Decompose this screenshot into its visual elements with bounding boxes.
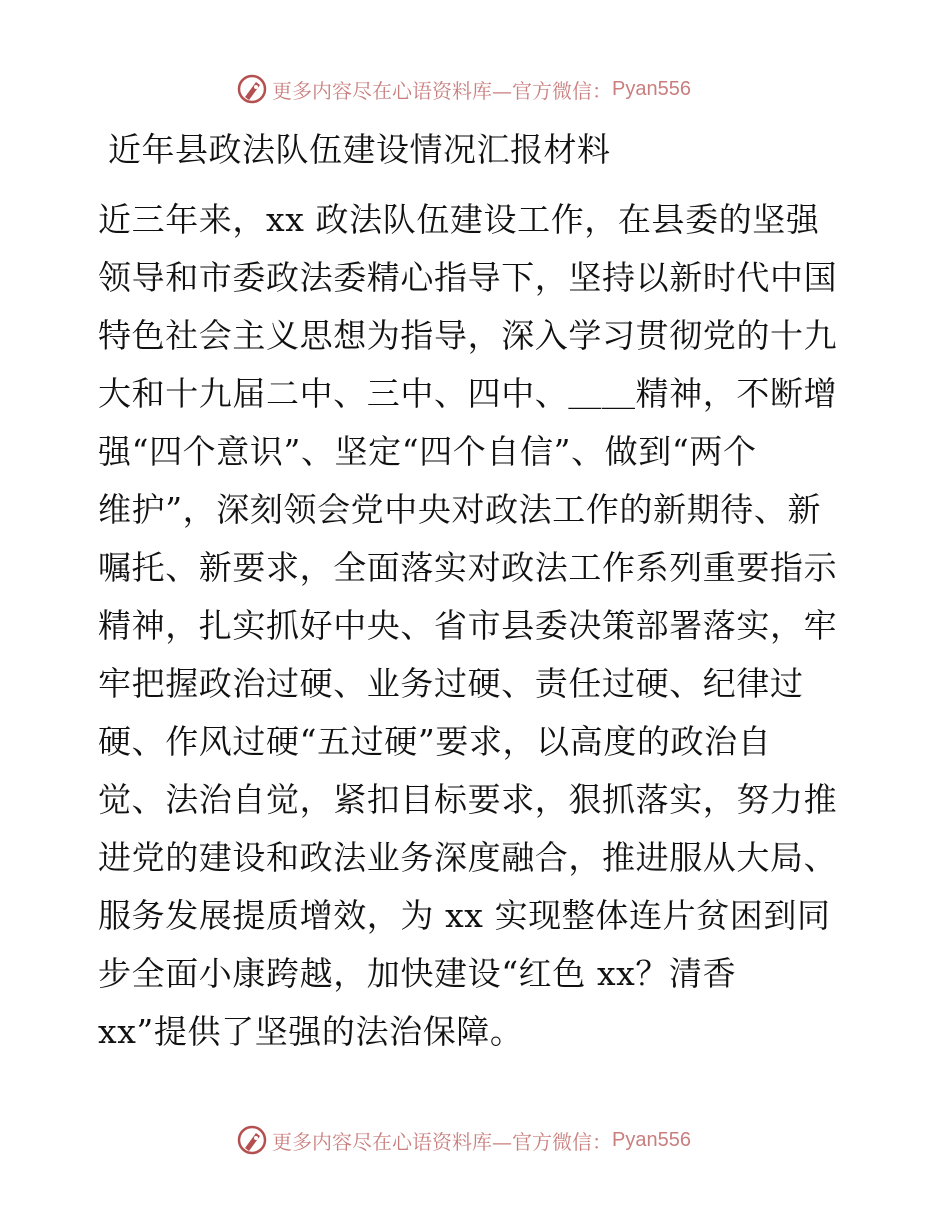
watermark-text: 更多内容尽在心语资料库—官方微信： bbox=[272, 78, 612, 103]
watermark-text: 更多内容尽在心语资料库—官方微信： bbox=[272, 1129, 612, 1154]
body-line: 进党的建设和政法业务深度融合，推进服从大局、 bbox=[98, 838, 838, 877]
body-line: 服务发展提质增效，为 xx 实现整体连片贫困到同 bbox=[98, 896, 831, 935]
body-line: 维护”，深刻领会党中央对政法工作的新期待、新 bbox=[98, 490, 822, 529]
pen-nib-circle-logo-icon bbox=[236, 1124, 268, 1156]
body-line: 大和十九届二中、三中、四中、＿＿精神，不断增 bbox=[98, 374, 838, 413]
document-title: 近年县政法队伍建设情况汇报材料 bbox=[108, 130, 611, 169]
body-line: 嘱托、新要求，全面落实对政法工作系列重要指示 bbox=[98, 548, 838, 587]
body-line: 精神，扎实抓好中央、省市县委决策部署落实，牢 bbox=[98, 606, 838, 645]
body-line: 特色社会主义思想为指导，深入学习贯彻党的十九 bbox=[98, 316, 838, 355]
body-line: 硬、作风过硬“五过硬”要求，以高度的政治自 bbox=[98, 722, 772, 761]
watermark-wechat-id: Pyan556 bbox=[612, 1128, 691, 1151]
pen-nib-circle-logo-icon bbox=[236, 73, 268, 105]
body-line: 领导和市委政法委精心指导下，坚持以新时代中国 bbox=[98, 258, 838, 297]
footer-watermark bbox=[236, 1123, 691, 1157]
body-line: 牢把握政治过硬、业务过硬、责任过硬、纪律过 bbox=[98, 664, 804, 703]
header-watermark bbox=[236, 72, 691, 106]
body-line: 步全面小康跨越，加快建设“红色 xx？清香 bbox=[98, 954, 737, 993]
body-line: 近三年来，xx 政法队伍建设工作，在县委的坚强 bbox=[98, 200, 820, 239]
watermark-wechat-id: Pyan556 bbox=[612, 77, 691, 100]
body-line: xx”提供了坚强的法治保障。 bbox=[98, 1012, 524, 1051]
body-line: 强“四个意识”、坚定“四个自信”、做到“两个 bbox=[98, 432, 757, 471]
body-line: 觉、法治自觉，紧扣目标要求，狠抓落实，努力推 bbox=[98, 780, 838, 819]
